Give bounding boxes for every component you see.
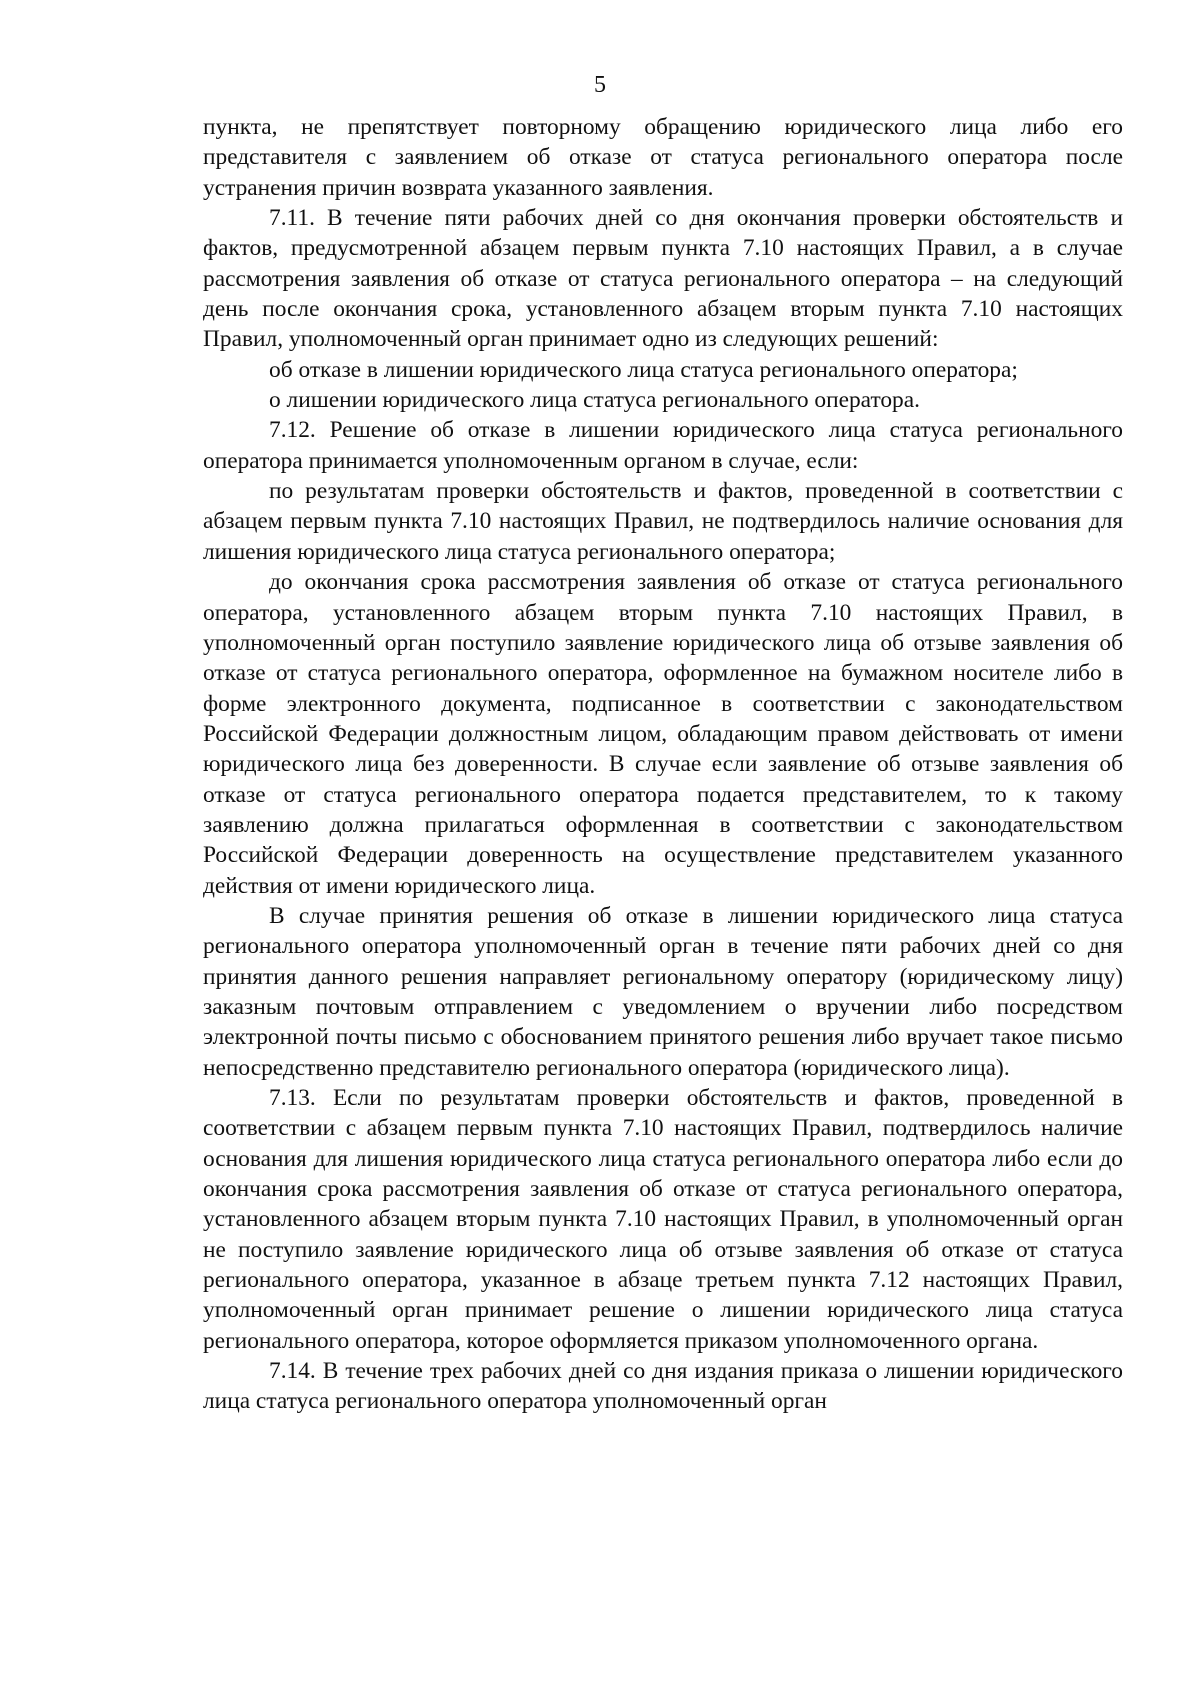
document-body [203, 112, 1123, 1417]
paragraph-7-14: 7.14. В течение трех рабочих дней со дня издания приказа о лишении юридического лица статуса регионального оператора уполномоченный орган [203, 1358, 1123, 1415]
paragraph-7-12: 7.12. Решение об отказе в лишении юридического лица статуса регионального оператора принимается уполномоченным органом в случае, если: [203, 417, 1123, 474]
paragraph-continuation: пункта, не препятствует повторному обращению юридического лица либо его представителя с заявлением об отказе от статуса регионального оператора после устранения причин возврата указанного заявления. [203, 114, 1123, 201]
paragraph-decision-option-refusal: об отказе в лишении юридического лица статуса регионального оператора; [269, 356, 1018, 383]
paragraph-7-12-condition-2: до окончания срока рассмотрения заявления об отказе от статуса регионального оператора, установленного абзацем вторым пункта 7.10 настоящих Правил, в уполномоченный орган поступило заявление юридического лица об отзыве заявления об отказе от статуса регионального оператора, оформленное на бумажном носителе либо в форме электронного документа, подписанное в соответствии с законодательством Российской Федерации должностным лицом, обладающим правом действовать от имени юридического лица без доверенности. В случае если заявление об отзыве заявления об отказе от статуса регионального оператора подается представителем, то к такому заявлению должна прилагаться оформленная в соответствии с законодательством Российской Федерации доверенность на осуществление представителем указанного действия от имени юридического лица. [203, 569, 1123, 899]
paragraph-7-13: 7.13. Если по результатам проверки обстоятельств и фактов, проведенной в соответствии с абзацем первым пункта 7.10 настоящих Правил, подтвердилось наличие основания для лишения юридического лица статуса регионального оператора либо если до окончания срока рассмотрения заявления об отказе от статуса регионального оператора, установленного абзацем вторым пункта 7.10 настоящих Правил, в уполномоченный орган не поступило заявление юридического лица об отзыве заявления об отказе от статуса регионального оператора, указанное в абзаце третьем пункта 7.12 настоящих Правил, уполномоченный орган принимает решение о лишении юридического лица статуса регионального оператора, которое оформляется приказом уполномоченного органа. [203, 1085, 1123, 1354]
paragraph-7-12-notification: В случае принятия решения об отказе в лишении юридического лица статуса регионального оператора уполномоченный орган в течение пяти рабочих дней со дня принятия данного решения направляет региональному оператору (юридическому лицу) заказным почтовым отправлением с уведомлением о вручении либо посредством электронной почты письмо с обоснованием принятого решения либо вручает такое письмо непосредственно представителю регионального оператора (юридического лица). [203, 902, 1123, 1081]
paragraph-decision-option-deprivation: о лишении юридического лица статуса регионального оператора. [269, 387, 920, 414]
paragraph-7-12-condition-1: по результатам проверки обстоятельств и фактов, проведенной в соответствии с абзацем первым пункта 7.10 настоящих Правил, не подтвердилось наличие основания для лишения юридического лица статуса регионального оператора; [203, 478, 1123, 565]
page-number: 5 [594, 72, 606, 98]
paragraph-7-11: 7.11. В течение пяти рабочих дней со дня окончания проверки обстоятельств и фактов, предусмотренной абзацем первым пункта 7.10 настоящих Правил, а в случае рассмотрения заявления об отказе от статуса регионального оператора – на следующий день после окончания срока, установленного абзацем вторым пункта 7.10 настоящих Правил, уполномоченный орган принимает одно из следующих решений: [203, 205, 1123, 353]
